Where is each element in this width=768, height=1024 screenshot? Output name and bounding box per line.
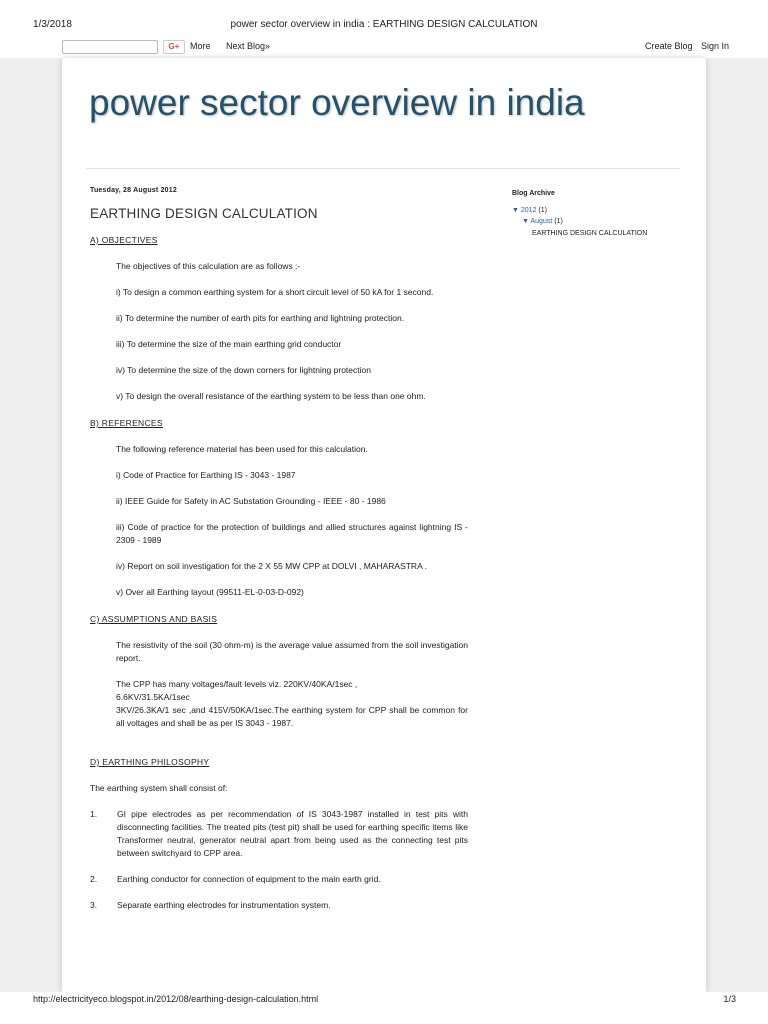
paragraph: iv) To determine the size of the down corners for lightning protection (116, 365, 371, 375)
list-text: GI pipe electrodes as per recommendation of IS 3043-1987 installed in test pits with disconnecting facilities. The treated pits (test pit) shall be used for earthing specific items like Transformer neutral, generator neutral apart from being used as the connecting test pits between switchyard to CPP area. (117, 809, 468, 858)
create-blog-link[interactable]: Create Blog (645, 41, 693, 51)
list-text: Earthing conductor for connection of equipment to the main earth grid. (117, 874, 381, 884)
list-number: 1. (90, 809, 98, 819)
paragraph: ii) To determine the number of earth pits for earthing and lightning protection. (116, 313, 405, 323)
archive-month-count: (1) (554, 218, 563, 225)
google-plus-button[interactable]: G+ (163, 40, 185, 54)
list-number: 2. (90, 874, 98, 884)
section-heading-references: B) REFERENCES (90, 418, 163, 428)
paragraph: iii) To determine the size of the main earthing grid conductor (116, 339, 342, 349)
print-date: 1/3/2018 (33, 19, 72, 30)
paragraph (90, 678, 468, 730)
paragraph-line: 3KV/26.3KA/1 sec ,and 415V/50KA/1sec.The earthing system for CPP shall be common for all voltages and shall be as per IS 3043 - 1987. (116, 705, 468, 728)
section-heading-objectives: A) OBJECTIVES (90, 235, 158, 245)
page-number: 1/3 (723, 994, 736, 1004)
print-header (0, 0, 768, 36)
post-date: Tuesday, 28 August 2012 (90, 187, 177, 194)
blog-title[interactable]: power sector overview in india (89, 82, 585, 123)
expand-toggle-icon[interactable]: ▼ (522, 218, 529, 225)
archive-month-link[interactable]: August (530, 218, 553, 225)
paragraph: The objectives of this calculation are as follows :- (116, 261, 301, 271)
section-heading-assumptions: C) ASSUMPTIONS AND BASIS (90, 614, 218, 624)
list-item (90, 873, 468, 886)
section-heading-earthing-philosophy: D) EARTHING PHILOSOPHY (90, 757, 210, 767)
archive-post-link[interactable]: EARTHING DESIGN CALCULATION (532, 230, 648, 237)
blogger-navbar (0, 36, 768, 58)
archive-year (512, 207, 692, 214)
paragraph-line: 6.6KV/31.5KA/1sec (116, 692, 190, 702)
list-text: Separate earthing electrodes for instrumentation system. (117, 900, 331, 910)
paragraph: i) Code of Practice for Earthing IS - 3043 - 1987 (116, 470, 296, 480)
expand-toggle-icon[interactable]: ▼ (512, 207, 519, 214)
paragraph-line: The CPP has many voltages/fault levels viz. 220KV/40KA/1sec , (116, 679, 358, 689)
blog-content (62, 58, 706, 992)
next-blog-link[interactable]: Next Blog» (226, 41, 271, 51)
archive-month (512, 218, 692, 225)
paragraph: i) To design a common earthing system for a short circuit level of 50 kA for 1 second. (116, 287, 434, 297)
paragraph: The following reference material has been used for this calculation. (116, 444, 368, 454)
more-link[interactable]: More (190, 41, 211, 51)
post-title[interactable]: EARTHING DESIGN CALCULATION (90, 206, 318, 221)
print-title: power sector overview in india : EARTHING DESIGN CALCULATION (230, 19, 538, 30)
list-item (90, 899, 468, 912)
print-footer (0, 992, 768, 1024)
paragraph: ii) IEEE Guide for Safety in AC Substation Grounding - IEEE - 80 - 1986 (116, 496, 386, 506)
sidebar-blog-archive (512, 190, 692, 237)
archive-year-count: (1) (538, 207, 547, 214)
list-item (90, 808, 468, 860)
sidebar-heading: Blog Archive (512, 190, 555, 197)
page-url: http://electricityeco.blogspot.in/2012/08/earthing-design-calculation.html (33, 994, 319, 1004)
post-body (90, 184, 468, 912)
paragraph: The resistivity of the soil (30 ohm-m) is the average value assumed from the soil investigation report. (116, 640, 468, 663)
paragraph: The earthing system shall consist of: (90, 783, 228, 793)
divider (86, 168, 680, 169)
list-number: 3. (90, 900, 98, 910)
sign-in-link[interactable]: Sign In (701, 41, 730, 51)
paragraph: v) To design the overall resistance of the earthing system to be less than one ohm. (116, 391, 426, 401)
paragraph: iii) Code of practice for the protection of buildings and allied structures against lightning IS - 2309 - 1989 (116, 522, 468, 545)
paragraph: v) Over all Earthing layout (99511-EL-0-03-D-092) (116, 587, 304, 597)
search-input[interactable] (62, 40, 158, 54)
paragraph: iv) Report on soil investigation for the 2 X 55 MW CPP at DOLVI , MAHARASTRA . (116, 561, 427, 571)
archive-year-link[interactable]: 2012 (520, 207, 537, 214)
